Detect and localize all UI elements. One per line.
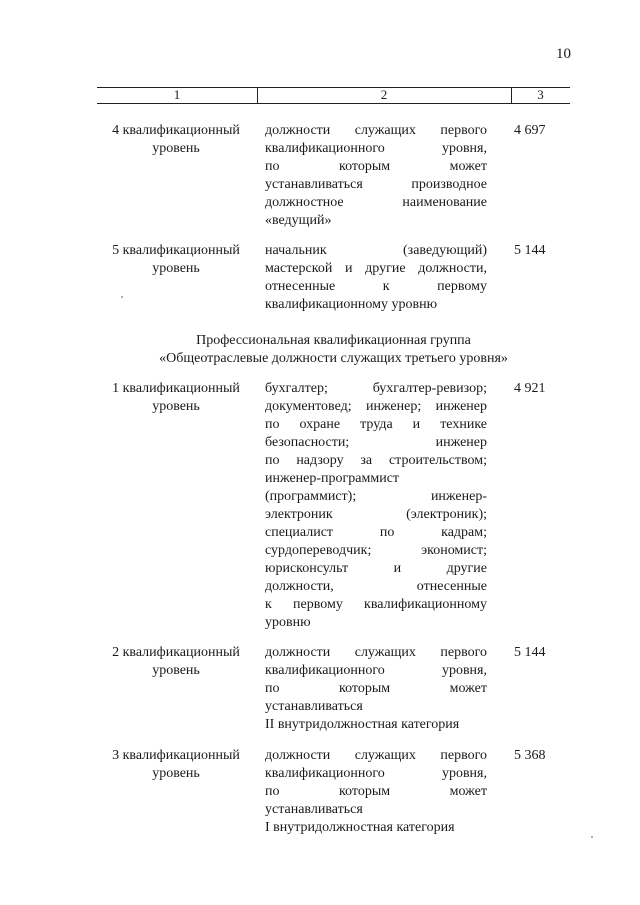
description-line: документовед; инженер; инженер: [265, 399, 487, 414]
page-number: 10: [556, 46, 571, 62]
description-line: квалификационного уровня,: [265, 766, 487, 781]
description-line: II внутридолжностная категория: [265, 717, 460, 732]
position-description: [265, 122, 487, 230]
description-line: должности служащих первого: [265, 748, 487, 763]
description-line: отнесенные к первому: [265, 279, 487, 294]
description-line: должности служащих первого: [265, 123, 487, 138]
group-title-line: «Общеотраслевые должности служащих третьего уровня»: [159, 351, 508, 366]
level-line: уровень: [152, 663, 200, 678]
salary-value: 4 921: [514, 381, 546, 396]
description-line: электроник (электроник);: [265, 507, 487, 522]
level-line: 2 квалификационный: [112, 645, 240, 660]
scan-speck: [591, 836, 593, 838]
description-line: (программист); инженер-: [265, 489, 487, 504]
description-line: мастерской и другие должности,: [265, 261, 487, 276]
level-line: уровень: [152, 766, 200, 781]
description-line: устанавливаться: [265, 699, 363, 714]
salary-value: 5 368: [514, 748, 546, 763]
level-line: уровень: [152, 141, 200, 156]
qualification-level: [104, 242, 248, 278]
salary-value: 5 144: [514, 243, 546, 258]
qualification-level: [104, 747, 248, 783]
description-line: юрисконсульт и другие: [265, 561, 487, 576]
column-header-3: 3: [537, 87, 544, 102]
description-line: по надзору за строительством;: [265, 453, 487, 468]
description-line: сурдопереводчик; экономист;: [265, 543, 487, 558]
level-line: 5 квалификационный: [112, 243, 240, 258]
level-line: 3 квалификационный: [112, 748, 240, 763]
description-line: инженер-программист: [265, 471, 400, 486]
description-line: устанавливаться: [265, 802, 363, 817]
description-line: по которым может: [265, 159, 487, 174]
description-line: по которым может: [265, 784, 487, 799]
level-line: 1 квалификационный: [112, 381, 240, 396]
description-line: специалист по кадрам;: [265, 525, 487, 540]
description-line: начальник (заведующий): [265, 243, 487, 258]
level-line: уровень: [152, 399, 200, 414]
position-description: [265, 644, 487, 734]
position-description: [265, 380, 487, 632]
description-line: по которым может: [265, 681, 487, 696]
column-header-2: 2: [380, 87, 388, 102]
salary-value: 4 697: [514, 123, 546, 138]
level-line: 4 квалификационный: [112, 123, 240, 138]
description-line: квалификационному уровню: [265, 297, 438, 312]
position-description: [265, 242, 487, 314]
position-description: [265, 747, 487, 837]
description-line: безопасности; инженер: [265, 435, 487, 450]
qualification-level: [104, 122, 248, 158]
group-title: [97, 332, 570, 368]
description-line: квалификационного уровня,: [265, 663, 487, 678]
description-line: устанавливаться производное: [265, 177, 487, 192]
qualification-level: [104, 644, 248, 680]
description-line: «ведущий»: [265, 213, 332, 228]
salary-value: 5 144: [514, 645, 546, 660]
group-title-line: Профессиональная квалификационная группа: [196, 333, 471, 348]
qualification-level: [104, 380, 248, 416]
description-line: бухгалтер; бухгалтер-ревизор;: [265, 381, 487, 396]
description-line: I внутридолжностная категория: [265, 820, 455, 835]
description-line: квалификационного уровня,: [265, 141, 487, 156]
level-line: уровень: [152, 261, 200, 276]
column-header-1: 1: [173, 87, 181, 102]
description-line: должности, отнесенные: [265, 579, 487, 594]
description-line: уровню: [265, 615, 311, 630]
description-line: по охране труда и технике: [265, 417, 487, 432]
description-line: к первому квалификационному: [265, 597, 487, 612]
description-line: должности служащих первого: [265, 645, 487, 660]
table-header: [97, 87, 570, 104]
description-line: должностное наименование: [265, 195, 487, 210]
scan-speck: [121, 296, 123, 298]
